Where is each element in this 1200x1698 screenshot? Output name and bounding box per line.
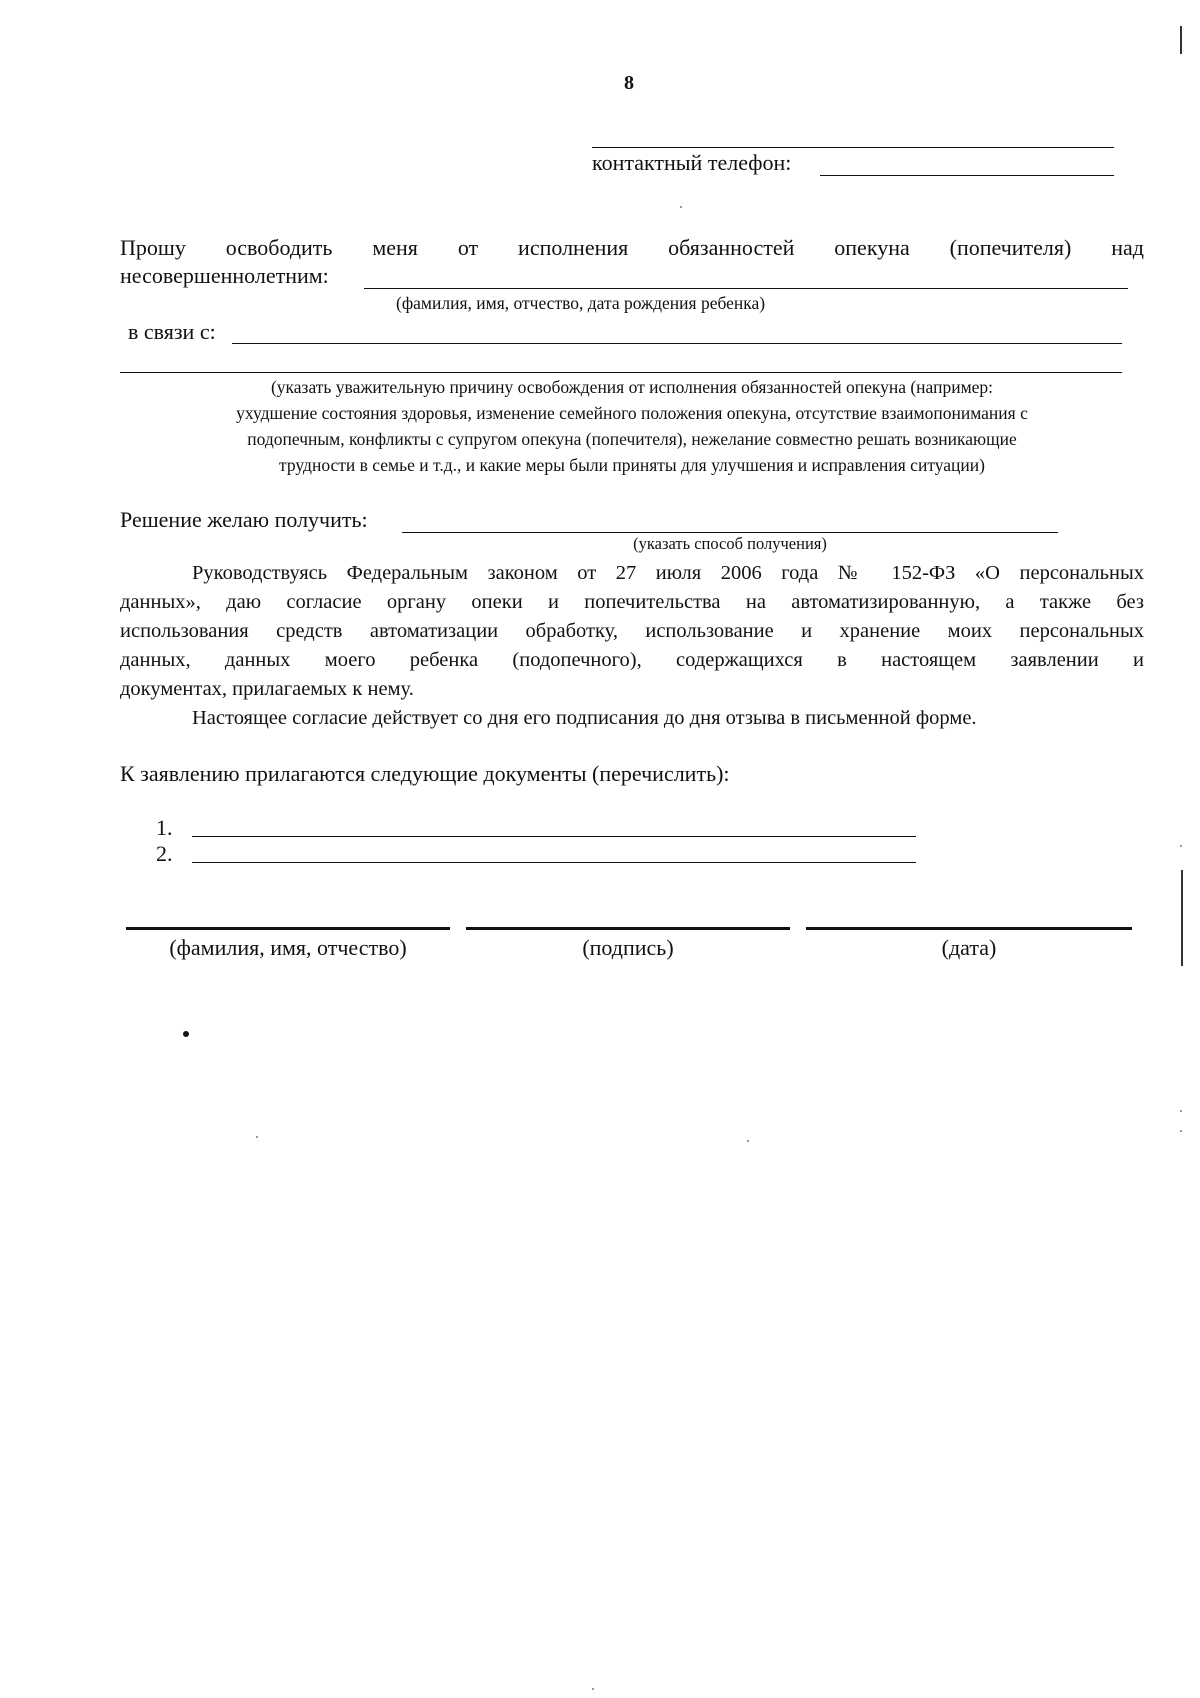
phone-label: контактный телефон:: [592, 150, 792, 175]
signature-caption: (подпись): [582, 935, 674, 960]
child-hint: (фамилия, имя, отчество, дата рождения ребенка): [396, 293, 766, 313]
request-word: над: [1111, 235, 1144, 260]
child-field[interactable]: [364, 288, 1128, 289]
consent-line: Руководствуясь Федеральным законом от 27 июля 2006 года № 152-ФЗ «О персональных: [192, 562, 1144, 584]
scan-speck: [592, 1688, 594, 1690]
request-word: обязанностей: [668, 235, 795, 260]
signature-line[interactable]: [466, 927, 790, 930]
scan-speck: [1180, 1130, 1182, 1132]
scan-speck: [680, 206, 682, 208]
name-caption: (фамилия, имя, отчество): [169, 935, 407, 960]
request-line-1: [120, 234, 1144, 262]
scan-speck: [1180, 1110, 1182, 1112]
decision-label: Решение желаю получить:: [120, 507, 368, 532]
request-word: исполнения: [518, 235, 629, 260]
minor-label: несовершеннолетним:: [120, 263, 329, 288]
attachment-number: 1.: [156, 815, 173, 840]
request-word: Прошу: [120, 235, 186, 260]
request-word: освободить: [225, 235, 333, 260]
consent-line: документах, прилагаемых к нему.: [120, 678, 414, 700]
consent-line: данных, данных моего ребенка (подопечного), содержащихся в настоящем заявлении и: [120, 649, 1144, 671]
scan-dot: [183, 1031, 189, 1037]
attachments-label: К заявлению прилагаются следующие документы (перечислить):: [120, 761, 730, 786]
scan-speck: [747, 1140, 749, 1142]
page-number: 8: [624, 72, 634, 94]
consent-validity: Настоящее согласие действует со дня его подписания до дня отзыва в письменной форме.: [192, 707, 977, 729]
applicant-line[interactable]: [592, 147, 1114, 148]
reason-hint-line: трудности в семье и т.д., и какие меры были приняты для улучшения и исправления ситуации): [279, 455, 985, 475]
scan-speck: [256, 1136, 258, 1138]
phone-field[interactable]: [820, 175, 1114, 176]
scan-edge-mark: [1181, 870, 1183, 966]
reason-hint-line: ухудшение состояния здоровья, изменение семейного положения опекуна, отсутствие взаимопонимания с: [236, 403, 1028, 423]
attachment-field-2[interactable]: [192, 862, 916, 863]
reason-hint-line: подопечным, конфликты с супругом опекуна (попечителя), нежелание совместно решать возникающие: [247, 429, 1017, 449]
consent-line: использования средств автоматизации обработку, использование и хранение моих персональных: [120, 620, 1144, 642]
request-word: (попечителя): [949, 235, 1072, 260]
name-signature-line[interactable]: [126, 927, 450, 930]
request-word: опекуна: [834, 235, 910, 260]
reason-hint-line: (указать уважительную причину освобождения от исполнения обязанностей опекуна (например:: [270, 377, 994, 397]
attachment-field-1[interactable]: [192, 836, 916, 837]
reason-field-2[interactable]: [120, 372, 1122, 373]
decision-field[interactable]: [402, 532, 1058, 533]
consent-line: данных», даю согласие органу опеки и попечительства на автоматизированную, а также без: [120, 591, 1144, 613]
date-caption: (дата): [941, 935, 997, 960]
request-word: от: [457, 235, 479, 260]
request-word: меня: [372, 235, 418, 260]
attachment-number: 2.: [156, 841, 173, 866]
scan-edge-mark: [1180, 26, 1182, 54]
reason-field-1[interactable]: [232, 343, 1122, 344]
date-signature-line[interactable]: [806, 927, 1132, 930]
reason-label: в связи с:: [128, 319, 216, 344]
decision-hint: (указать способ получения): [633, 534, 827, 553]
scan-speck: [1180, 845, 1182, 847]
